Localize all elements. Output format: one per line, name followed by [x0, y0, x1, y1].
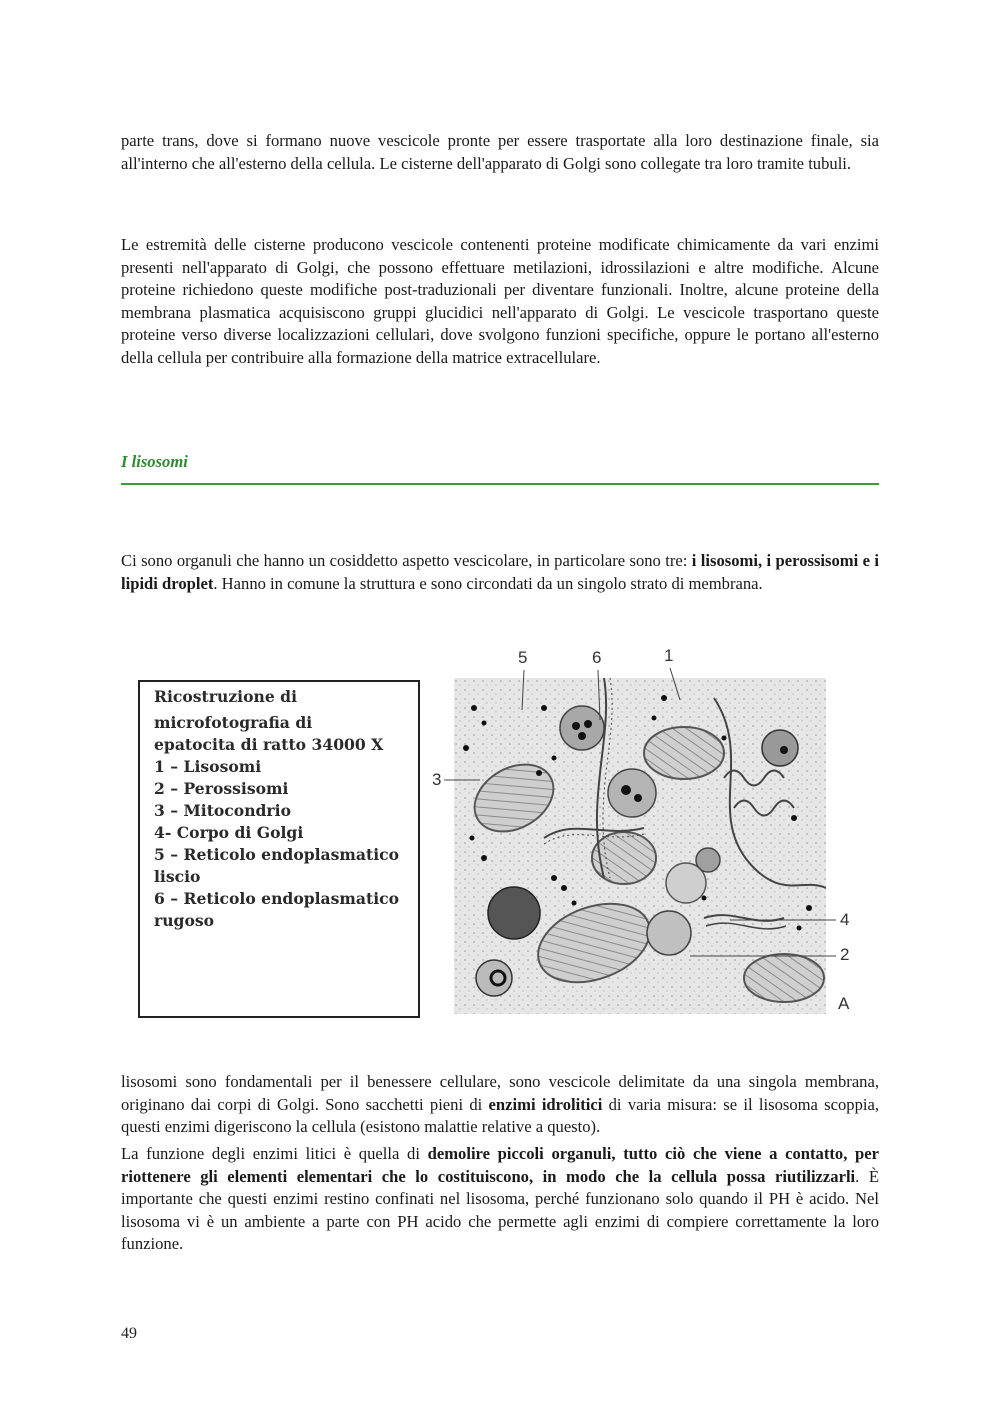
legend-title-line: Ricostruzione di — [154, 687, 298, 706]
figure-label-2: 2 — [840, 945, 850, 964]
paragraph-vesicular-organelles — [121, 550, 879, 595]
bold-text: enzimi idrolitici — [488, 1094, 603, 1114]
bold-text: i lisosomi, i perossisomi e i lipidi droplet — [121, 551, 879, 593]
figure-label-6: 6 — [592, 648, 602, 667]
paragraph-golgi-trans: parte trans, dove si formano nuove vescicole pronte per essere trasportate alla loro destinazione finale, sia all'interno che all'esterno della cellula. Le cisterne dell'apparato di Golgi sono collegate tra loro tramite tubuli. — [121, 131, 879, 173]
text-span: di varia misura: se il lisosoma scoppia, questi enzimi digeriscono la cellula (esistono malattie relative a questo). — [121, 1094, 880, 1137]
figure-label-a: A — [838, 994, 850, 1013]
legend-item: 3 – Mitocondrio — [154, 801, 291, 820]
text-span: . Hanno in comune la struttura e sono circondati da un singolo strato di membrana. — [213, 573, 763, 593]
figure-label-3: 3 — [432, 770, 442, 789]
legend-item: 4- Corpo di Golgi — [154, 823, 304, 842]
legend-item: 1 – Lisosomi — [154, 757, 262, 776]
paragraph-golgi-vesicles: Le estremità delle cisterne producono vescicole contenenti proteine modificate chimicamente da vari enzimi presenti nell'apparato di Golgi, che possono effettuare metilazioni, idrossilazioni e altre modifiche. Alcune proteine richiedono queste modifiche post-traduzionali per diventare funzionali. Inoltre, alcune proteine della membrana plasmatica acquisiscono gruppi glucidici nell'apparato di Golgi. Le vescicole trasportano queste proteine verso diverse localizzazioni cellulari, dove svolgono funzioni specifiche, oppure le portano all'esterno della cellula per contribuire alla formazione della matrice extracellulare. — [121, 235, 879, 367]
legend-title-line: epatocita di ratto 34000 X — [154, 735, 384, 754]
text-span: lisosomi sono fondamentali per il benessere cellulare, sono vescicole delimitate da una singola membrana, originano dai corpi di Golgi. Sono sacchetti pieni di — [121, 1072, 879, 1114]
legend-title-line: microfotografia di — [154, 713, 313, 732]
legend-item: rugoso — [154, 911, 215, 930]
page-number: 49 — [121, 1325, 137, 1342]
section-divider — [121, 483, 879, 485]
hepatocyte-figure — [130, 640, 870, 1040]
legend-item: 2 – Perossisomi — [154, 779, 289, 798]
legend-item: 5 – Reticolo endoplasmatico — [154, 845, 400, 864]
paragraph-lytic-enzymes — [121, 1143, 879, 1256]
paragraph-lysosomes — [121, 1071, 879, 1139]
bold-text: demolire piccoli organuli, tutto ciò che viene a contatto, per riottenere gli elementi elementari che lo costituiscono, in modo che la cellula possa riutilizzarli — [121, 1144, 879, 1186]
figure-label-1: 1 — [664, 646, 674, 665]
text-span: La funzione degli enzimi litici è quella di — [121, 1144, 428, 1163]
figure-label-4: 4 — [840, 910, 850, 929]
text-span: Ci sono organuli che hanno un cosiddetto aspetto vescicolare, in particolare sono tre: — [121, 551, 692, 570]
figure-label-5: 5 — [518, 648, 528, 667]
figure-legend-box — [138, 680, 420, 1018]
section-title: I lisosomi — [121, 452, 188, 471]
text-span: . È importante che questi enzimi restino confinati nel lisosoma, perché funzionano solo quando il PH è acido. Nel lisosoma vi è un ambiente a parte con PH acido che permette agli enzimi di compiere correttamente la loro funzione. — [121, 1166, 879, 1254]
legend-item: liscio — [154, 867, 201, 886]
legend-item: 6 – Reticolo endoplasmatico — [154, 889, 400, 908]
micrograph-illustration — [454, 678, 826, 1014]
